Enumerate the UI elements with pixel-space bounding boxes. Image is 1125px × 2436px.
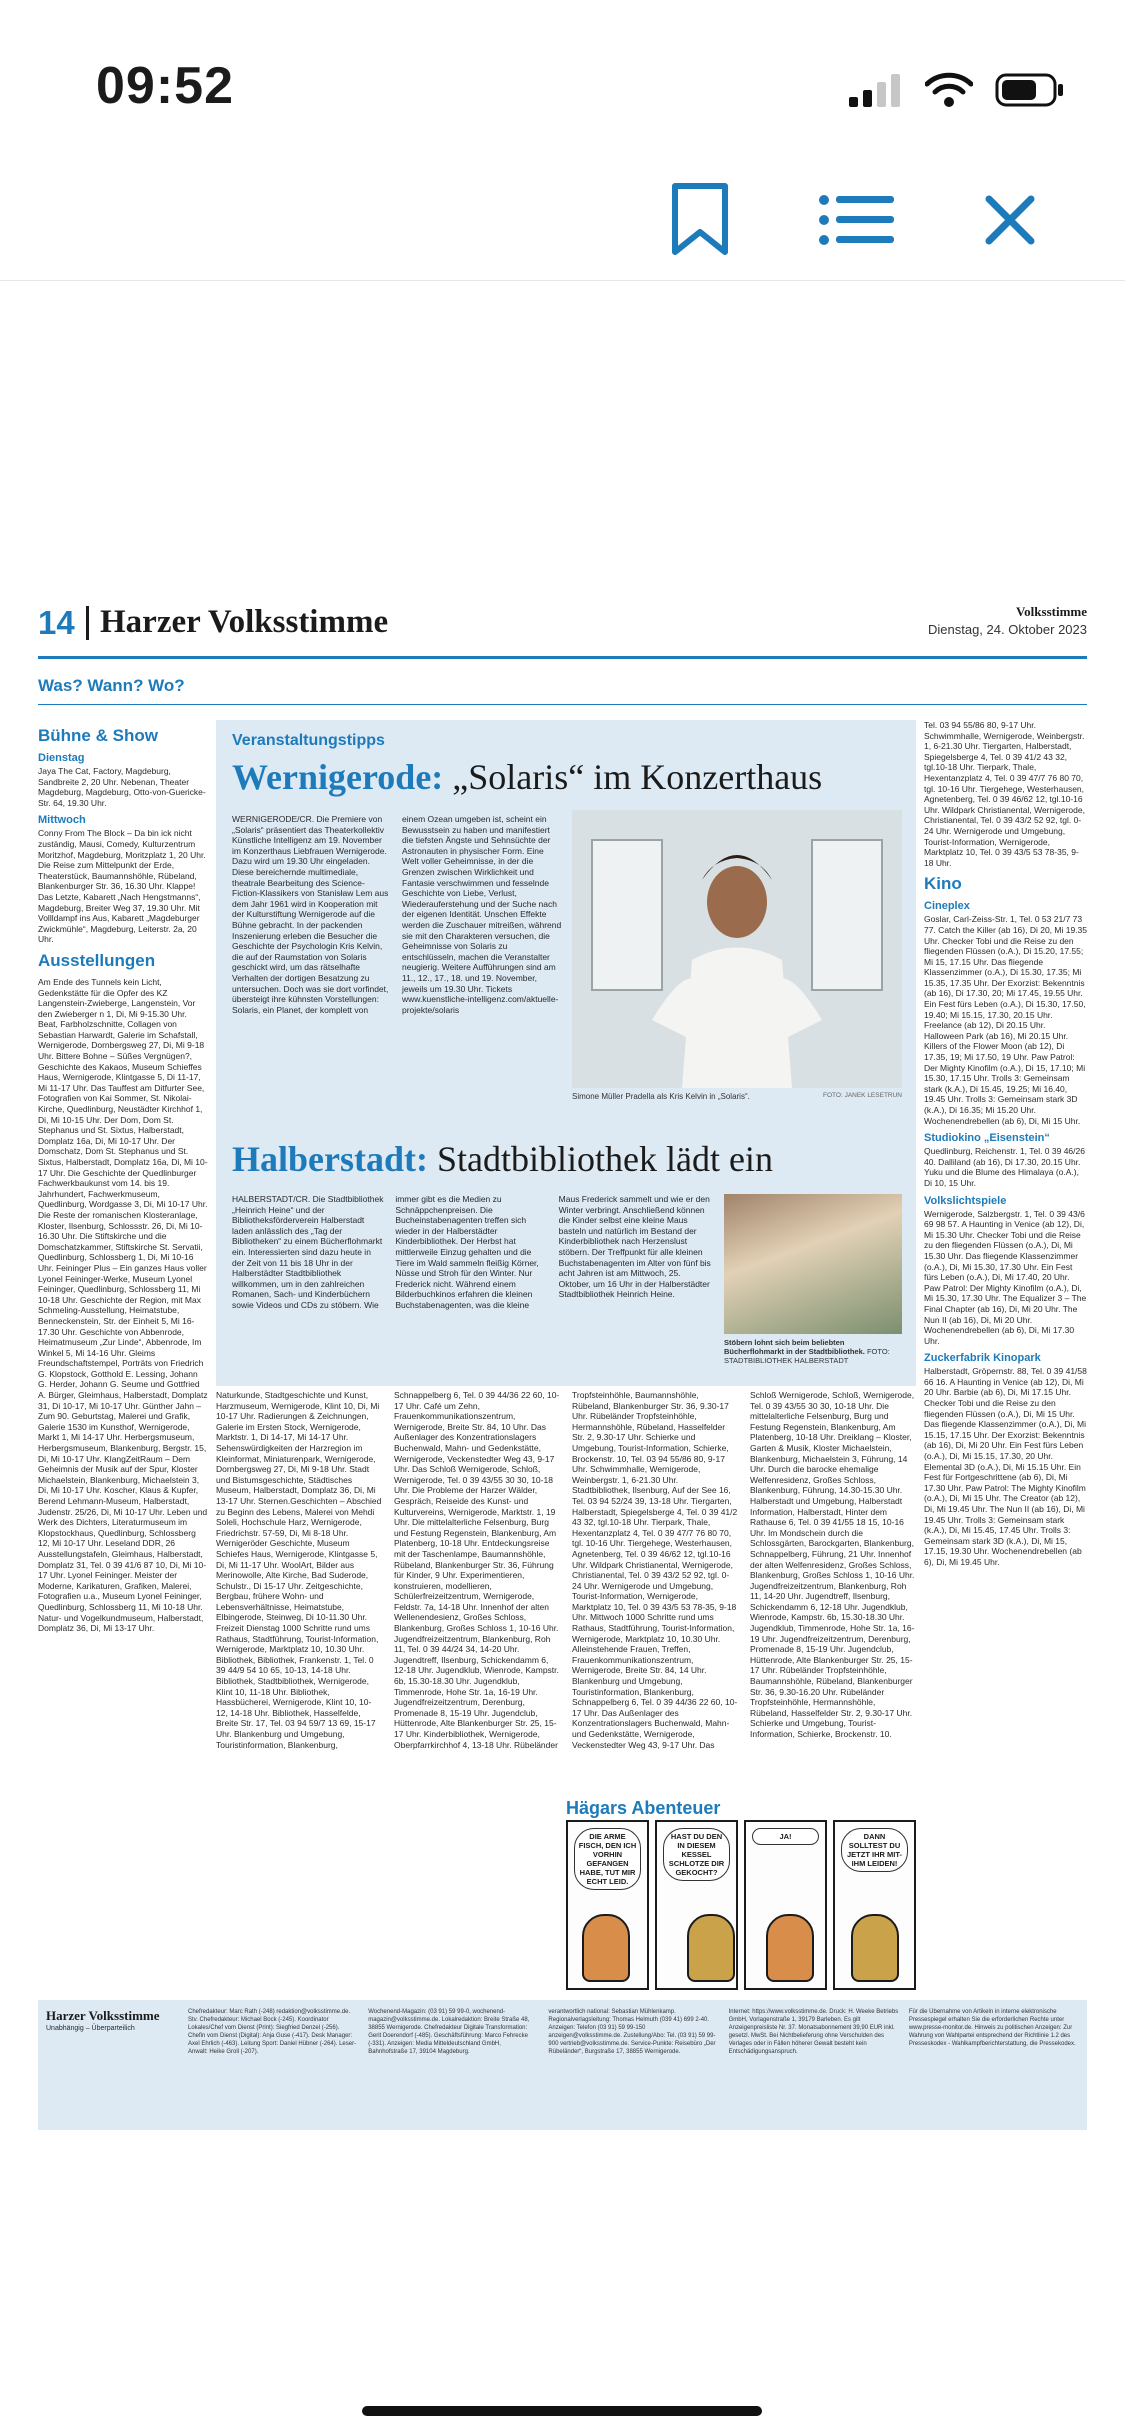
photo-bookmarket: [724, 1194, 902, 1334]
credit-bookmarket: FOTO: STADTBIBLIOTHEK HALBERSTADT: [724, 1347, 890, 1365]
signal-icon: [849, 73, 903, 112]
header-divider: [86, 606, 89, 640]
left-column: [38, 720, 208, 1707]
bookmark-icon: [669, 182, 731, 263]
status-bar: [0, 0, 1125, 160]
imprint-col-4: Internet: https://www.volksstimme.de. Druck: H. Weeke Betriebs GmbH, Vorlagenstraße 1, 39179 Barleben. Es gilt Anzeigenpreisliste Nr. 37. Monatsabonnement 39,90 EUR inkl. gesetzl. MwSt. Bei Nichtbelieferung ohne Verschulden des Verlages oder in Fällen höherer Gewalt besteht kein Entschädigungsanspruch.: [728, 2009, 899, 2055]
article-stadtbibliothek: HALBERSTADT/CR. Die Stadtbibliothek „Heinrich Heine“ und der Bibliotheksförderverein Halberstadt laden anlässlich des „Tag der Bibliotheken“ zu einem Bücherflohmarkt ein. Interessierten sind dazu heute in der Zeit von 11 bis 18 Uhr in der Halberstädter Stadtbibliothek willkommen, um in den zahlreichen Romanen, Sach- und Kinderbüchern sowie Videos und CDs zu stöbern. Wie immer gibt es die Medien zu Schnäppchenpreisen. Die Bucheinstabenagenten treffen sich wieder in der Halberstädter Kinderbibliothek. Der Herbst hat mittlerweile Einzug gehalten und die Tiere im Wald sammeln fleißig Körner, Nüsse und Stroh für den Winter. Nur Frederick nicht. Während einem Bilderbuchkinos erfahren die kleinen Buchstabenagenten, was die kleine Maus Frederick sammelt und wie er den Winter verbringt. Anschließend können die Kinder selbst eine kleine Maus basteln und natürlich im Bestand der Kinderbibliothek nach Herzenslust stöbern. Der Treffpunkt für alle kleinen Buchstabenagenten im Alter von fünf bis acht Jahren ist am Mittwoch, 25. Oktober, um 16 Uhr in der Halberstädter Stadtbibliothek Heinrich Heine.: [232, 1194, 711, 1310]
feature-box: [216, 720, 916, 1386]
comic-title: Hägars Abenteuer: [566, 1798, 721, 1818]
credit-solaris: FOTO: JANEK LESETRUN: [823, 1092, 902, 1099]
imprint-col-1: Chefredakteur: Marc Rath (-248) redaktion@volksstimme.de. Stv. Chefredakteur: Michael Bock (-245). Koordinator Lokales/Chef vom Dienst (Print): Siegfried Denzel (-256). Chefin vom Dienst (Digital): Anja Guse (-417). Desk Manager: Axel Ehrlich (-463). Leitung Sport: Daniel Hübner (-264). Leser-Anwalt: Heike Groll (-207).: [188, 2009, 357, 2055]
rubric-heading: Was? Wann? Wo?: [38, 676, 185, 695]
imprint-col-5: Für die Übernahme von Artikeln in interne elektronische Pressespiegel erhalten Sie die erforderlichen Rechte unter www.presse-monitor.de. Hinweis zu politischen Anzeigen: Zur Wahrung von Wahlpartei entsprechend der Richtlinie 1.2 des Presseskodex - Wahlkampfberichterstattung, die Pressekodex.: [908, 2009, 1076, 2047]
headline-solaris: [232, 756, 822, 798]
battery-icon: [995, 72, 1065, 113]
headline-stadtbibliothek: [232, 1138, 773, 1180]
page-number: 14: [38, 604, 75, 641]
wifi-icon: [925, 72, 973, 113]
photo-solaris: [572, 810, 902, 1088]
headline-stadtbibliothek-place: Halberstadt:: [232, 1139, 428, 1179]
caption-bookmarket-text: Stöbern lohnt sich beim beliebten Bücherflohmarkt in der Stadtbibliothek.: [724, 1338, 865, 1356]
headline-solaris-rest: „Solaris“ im Konzerthaus: [443, 757, 823, 797]
speech-bubble-3: JA!: [752, 1828, 819, 1845]
article-solaris: WERNIGERODE/CR. Die Premiere von „Solaris“ präsentiert das Theaterkollektiv Künstliche Intelligenz am 19. November im Konzerthaus Liebfrauen Wernigerode. Dazu wird um 19.30 Uhr eingeladen. Diese bereichernde multimediale, theatrale Bearbeitung des Science-Fiction-Klassikers von Stanisław Lem aus dem Jahr 1961 wird in Kooperation mit der Kulturstiftung Wernigerode auf die Bühne gebracht. In der packenden Inszenierung erleben die Besucher die Geschichte der Psychologin Kris Kelvin, die auf der Raumstation von Solaris geschickt wird, um das rätselhafte Verhalten der dortigen Besatzung zu untersuchen. Doch was sie dort vorfindet, übersteigt ihre kühnsten Vorstellungen: Solaris, ein Planet, der komplett von einem Ozean umgeben ist, scheint ein Bewusstsein zu haben und manifestiert die tiefsten Ängste und Sehnsüchte der Astronauten in physischer Form. Eine Welt voller Geheimnisse, in der die Grenzen zwischen Wirklichkeit und Fantasie verschwimmen und fesselnde Geschichte von Liebe, Verlust, Wiederauferstehung und der Suche nach der eigenen Identität. Unschen Effekte werden die Zuschauer mitreißen, während sie mit den Charakteren versuchen, die Geheimnisse von Solaris zu entschlüsseln, machen die Veranstalter neugierig. Weitere Aufführungen sind am 11., 12., 17., 18. und 19. November, jeweils um 19.30 Uhr. Tickets www.kuenstliche-intelligenz.com/aktuelle-projekte/solaris: [232, 814, 562, 1015]
list-button[interactable]: [816, 182, 896, 262]
bookmark-button[interactable]: [660, 182, 740, 262]
listing-ausstellungen: Am Ende des Tunnels kein Licht, Gedenkstätte für die Opfer des KZ Langenstein-Zwieberge, Langenstein, Vor den Zwieberger n 1, Di, Mi 9-15.30 Uhr. Beat, Farbholzschnitte, Collagen von Sebastian Harwardt, Galerie im Schafstall, Wernigerode, Dornbergsweg 27, Di, Mi 9-18 Uhr. Bittere Bohne – Süßes Vergnügen?, Geschichte des Kakaos, Museum Schieffes Haus, Wernigerode, Klintgasse 5, Di 11-17, Mi 11-17 Uhr. Das Tauffest am Ditfurter See, Fotografien von Kai Sommer, St. Nikolai-Kirche, Quedlinburg, Neustädter Kirchhof 1, Di, Mi 10-15 Uhr. Der Dom, Dom St. Stephanus und St. Sixtus, Halberstadt, Domplatz 16a, Di, Mi 10-17 Uhr. Der Domschatz, Dom St. Stephanus und St. Sixtus, Halberstadt, Domplatz 16a, Di, Mi 10-17 Uhr. Die Geschichte der Quedlinburger Fachwerkbaukunst vom 14. bis 19. Jahrhundert, Fachwerkmuseum, Quedlinburg, Wordgasse 3, Di, Mi 10-17 Uhr. Die Reste der romanischen Klosteranlage, Kloster, Ilsenburg, Schlossstr. 26, Di, Mi 10-16.30 Uhr. Die Stiftskirche und die Domschatzkammer, Stiftskirche St. Servatii, Quedlinburg, Schlossberg 1, Di, Mi 10-16 Uhr. Feininger Plus – Ein ganzes Haus voller Lyonel Feininger-Werke, Museum Lyonel Feininger, Quedlinburg, Schlossberg 11, Mi 10-18 Uhr. Geschichte der Region, mit Max Schmeling-Ausstellung, Heimatstube, Benneckenstein, Str. der Einheit 5, Mi 16-17.30 Uhr. Geschichte von Abbenrode, Heimatmuseum „Zur Linde“, Abbenrode, Im Winkel 5, Mi 14-16 Uhr. Gleims Freundschaftstempel, Porträts von Friedrich G. Klopstock, Gotthold E. Lessing, Johann G. Herder, Johann G. Seume und Gottfried A. Bürger, Gleimhaus, Halberstadt, Domplatz 31, Di 10-17, Mi 10-17 Uhr. Günther Jahn – Zum 90. Geburtstag, Malerei und Grafik, Galerie 1530 im Kunsthof, Wernigerode, Markt 1, Mi 14-17 Uhr. Herbergsmuseum, Herbergsmuseum, Blankenburg, Bergstr. 15, Di, Mi 10-17 Uhr. KlangZeitRaum – Dem Geheimnis der Musik auf der Spur, Kloster Michaelstein, Blankenburg, Michaelstein 3, Di, Mi 10-17 Uhr. Koscher, Klaus & Kupfer, Berend Lehmann-Museum, Halberstadt, Judenstr. 25/26, Di, Mi 10-17 Uhr. Leben und Werk des Dichters, Literaturmuseum im Klopstockhaus, Quedlinburg, Schlossberg 12, Mi 10-17 Uhr. Leseland DDR, 26 Ausstellungstafeln, Gleimhaus, Halberstadt, Domplatz 31, Tel. 0 39 41/6 87 10, Di, Mi 10-17 Uhr. Lyonel Feininger. Meister der Moderne, Karikaturen, Grafiken, Malerei, Fotografien u.a., Museum Lyonel Feininger, Quedlinburg, Schlossberg 11, Mi 10-18 Uhr. Natur- und Vogelkundmuseum, Halberstadt, Domplatz 36, Di, Mi 13-17 Uhr.: [38, 976, 208, 1634]
day-heading-dienstag: Dienstag: [38, 752, 85, 764]
caption-bookmarket: [724, 1338, 902, 1365]
listing-cineplex: Goslar, Carl-Zeiss-Str. 1, Tel. 0 53 21/7 73 77. Catch the Killer (ab 16), Di 20, Mi 19.35 Uhr. Checker Tobi und die Reise zu den fliegenden Flüssen (o.A.), Di 15.20, 17.55; Mi 15, 17.15 Uhr. Das fliegende Klassenzimmer (o.A.), Di 15.30, 17.35; Mi 15.35, 17.35 Uhr. Der Exorzist: Bekenntnis (ab 16), Di 17.30, 20; Mi 17.45, 19.55 Uhr. Ein Fest fürs Leben (o.A.), Di 15.30, 17.50, 19.40; Mi 15.15, 17.30, 20.15 Uhr. Freelance (ab 12), Di 20.15 Uhr. Halloween Park (ab 16), Mi 20.15 Uhr. Killers of the Flower Moon (ab 12), Di 17.35, 19; Mi 17.50, 19 Uhr. Paw Patrol: Der Mighty Kinofilm (o.A.), Di 15, 17.10; Mi 15.30, 17.15 Uhr. Trolls 3: Gemeinsam stark (k.A.), Di 15.45, 19.25; Mi 16.40, 19.45 Uhr. Trolls 3: Gemeinsam stark 3D (k.A.), Di 16.35; Mi 15.20 Uhr. Wochenendrebellen (ab 6), Di, Mi 15 Uhr.: [924, 914, 1087, 1126]
comic-character: [687, 1914, 735, 1982]
close-button[interactable]: [970, 182, 1050, 262]
comic-panel-1: [566, 1820, 649, 1990]
headline-solaris-place: Wernigerode:: [232, 757, 444, 797]
section-kino: Kino: [924, 874, 962, 894]
newspaper-page[interactable]: [30, 580, 1095, 2160]
imprint-brand: Harzer Volksstimme: [46, 2008, 160, 2023]
right-column: [924, 720, 1087, 1636]
day-heading-mittwoch: Mittwoch: [38, 814, 86, 827]
comic-character: [851, 1914, 899, 1982]
caption-solaris: [572, 1092, 902, 1101]
listing-right-intro: Tel. 03 94 55/86 80, 9-17 Uhr. Schwimmhalle, Wernigerode, Weinbergstr. 1, 6-21.30 Uhr. Tiergarten, Halberstadt, Spiegelsberge 4, Tel. 0 39 41/2 43 32, tgl.10-18 Uhr. Tierpark, Thale, Hexentanzplatz 4, Tel. 0 39 47/7 76 80 70, tgl. 10-16 Uhr. Tiergehege, Westerhausen, Agnetenberg, Tel. 0 39 46/62 12, tgl.10-16 Uhr. Wildpark Christianental, Wernigerode, Christianental, Tel. 0 39 43/2 52 92, tgl. 0-24 Uhr. Wernigerode und Umgebung, Tourist-Information, Wernigerode, Marktplatz 10, Tel. 0 39 43/5 53 78-35, 9-18 Uhr.: [924, 720, 1085, 868]
speech-bubble-2: HAST DU DEN IN DIESEM KESSEL SCHLOTZE DIR GEKOCHT?: [663, 1828, 730, 1881]
masthead-title: Harzer Volksstimme: [100, 604, 389, 640]
page-header: [38, 596, 1087, 659]
listing-dienstag: Jaya The Cat, Factory, Magdeburg, Sandbreite 2, 20 Uhr. Nebenan, Theater Magdeburg, Magdeburg, Otto-von-Guericke-Str. 64, 19.30 Uhr.: [38, 766, 206, 808]
imprint-col-2: Wochenend-Magazin: (03 91) 59 99-0, wochenend-magazin@volksstimme.de. Lokalredaktion: Breite Straße 48, 38855 Wernigerode. Chefredakteur Digitale Transformation: Gerit Doerendorf (-485). Geschäftsführung: Marco Fehrecke (-331). Anzeigen: Media Mitteldeutschland GmbH, Bahnhofstraße 17, 39104 Magdeburg.: [368, 2009, 530, 2055]
home-indicator[interactable]: [362, 2406, 762, 2416]
listing-volkslichtspiele: Wernigerode, Salzbergstr. 1, Tel. 0 39 43/6 69 98 57. A Haunting in Venice (ab 12), Di, Mi 15.30 Uhr. Checker Tobi und die Reise zu den fliegenden Flüssen (o.A.), Di, Mi 15.30 Uhr. Das fliegende Klassenzimmer (o.A.), Di, Mi 15.30, 17.30 Uhr. Ein Fest fürs Leben (o.A.), Di, Mi 17.40, 20 Uhr. Paw Patrol: Der Mighty Kinofilm (o.A.), Di, Mi 15.30, 17.30 Uhr. The Equalizer 3 – The Final Chapter (ab 16), Di, Mi 20 Uhr. The Nun II (ab 16), Di, Mi 20 Uhr. Wochenendrebellen (ab 6), Di, Mi 17.30 Uhr.: [924, 1208, 1087, 1346]
caption-solaris-text: Simone Müller Pradella als Kris Kelvin in „Solaris“.: [572, 1092, 750, 1101]
status-time: 09:52: [96, 57, 234, 115]
imprint-box: [38, 2000, 1087, 2130]
imprint-sub: Unabhängig – Überparteilich: [46, 2025, 135, 2032]
cinema-volkslichtspiele: Volkslichtspiele: [924, 1194, 1007, 1207]
list-icon: [816, 190, 896, 255]
comic-character: [582, 1914, 630, 1982]
listing-mittwoch: Conny From The Block – Da bin ick nicht zuständig, Mausi, Comedy, Kulturzentrum Moritzhof, Magdeburg, Moritzplatz 1, 20 Uhr. Die Reise zum Mittelpunkt der Erde, Theaterstück, Baumannshöhle, Rübeland, Blankenburger Str. 36, 16.30 Uhr. Klappe! Das Letzte, Kabarett „Nach Hengstmanns“, Magdeburg, Breiter Weg 37, 19.30 Uhr. Mit Vollldampf ins Aus, Kabarett „Magdeburger Zwickmühle“, Magdeburg, Leiterstr. 2a, 20 Uhr.: [38, 828, 206, 945]
imprint-columns: [188, 2008, 1079, 2122]
comic-panel-3: [744, 1820, 827, 1990]
close-icon: [984, 194, 1036, 251]
feature-kicker: Veranstaltungstipps: [232, 732, 385, 749]
status-icons: [849, 72, 1065, 113]
comic-panel-4: [833, 1820, 916, 1990]
cinema-cineplex: Cineplex: [924, 900, 970, 913]
section-ausstellungen: Ausstellungen: [38, 950, 156, 970]
listing-eisenstein: Quedlinburg, Reichenstr. 1, Tel. 0 39 46/26 40. Dalliland (ab 16), Di 17.30, 20.15 Uhr. Yuku und die Blume des Himalaya (o.A.), Di 10, 15 Uhr.: [924, 1146, 1085, 1188]
listing-zuckerfabrik: Halberstadt, Gröpernstr. 88, Tel. 0 39 41/58 66 16. A Haunting in Venice (ab 12), Di, Mi 20 Uhr. Barbie (ab 6), Di, Mi 17.15 Uhr. Checker Tobi und die Reise zu den fliegenden Flüssen (o.A.), Di, Mi 15 Uhr. Das fliegende Klassenzimmer (o.A.), Di, Mi 15.15, 17.15 Uhr. Der Exorzist: Bekenntnis (ab 16), Di, Mi 20 Uhr. Ein Fest fürs Leben (o.A.), Di, Mi 15.15, 17.30, 20 Uhr. Elemental 3D (o.A.), Di, Mi 15.15 Uhr. Ein Fest für Fortgeschrittene (ab 6), Di, Mi 17.30 Uhr. Paw Patrol: The Mighty Kinofilm (o.A.), Di, Mi 15 Uhr. The Creator (ab 12), Di, Mi 19.45 Uhr. The Nun II (ab 16), Di, Mi 19.45 Uhr. Trolls 3: Gemeinsam stark (k.A.), Di, Mi 15.45, 17.45 Uhr. Trolls 3: Gemeinsam stark 3D (k.A.), Di, Mi 15, 17.15, 19.30 Uhr. Wochenendrebellen (ab 6), Di, Mi 19.45 Uhr.: [924, 1366, 1087, 1567]
brand-small: Volksstimme: [1015, 604, 1087, 619]
issue-date: Dienstag, 24. Oktober 2023: [928, 622, 1087, 637]
speech-bubble-1: DIE ARME FISCH, DEN ICH VORHIN GEFANGEN HABE, TUT MIR ECHT LEID.: [574, 1828, 641, 1890]
section-buehne-show: Bühne & Show: [38, 726, 158, 745]
cinema-zuckerfabrik: Zuckerfabrik Kinopark: [924, 1352, 1041, 1365]
comic-character: [766, 1914, 814, 1982]
reader-toolbar: [0, 160, 1125, 281]
comic-panel-2: [655, 1820, 738, 1990]
comic-strip: [566, 1820, 916, 1990]
speech-bubble-4: DANN SOLLTEST DU JETZT IHR MIT-IHM LEIDEN!: [841, 1828, 908, 1872]
imprint-col-3: verantwortlich national: Sebastian Mühlenkamp. Regionalverlagsleitung: Thomas Helmuth (039 41) 699 2-40. Anzeigen: Telefon (03 91) 59 99-150 anzeigen@volksstimme.de. Zustellung/Abo: Tel. (03 91) 59 99-900 vertrieb@volksstimme.de. Service-Punkte: Reisebüro „Der Rübeländer“, Burgstraße 17, 38855 Wernigerode.: [548, 2009, 716, 2055]
cinema-eisenstein: Studiokino „Eisenstein“: [924, 1132, 1050, 1145]
headline-stadtbibliothek-rest: Stadtbibliothek lädt ein: [427, 1139, 773, 1179]
rubric-rule: [38, 704, 1087, 705]
listings-lower: Naturkunde, Stadtgeschichte und Kunst, Harzmuseum, Wernigerode, Klint 10, Di, Mi 10-17 Uhr. Radierungen & Zeichnungen, Galerie im Ersten Stock, Wernigerode, Marktstr. 1, Di 14-17, Mi 14-17 Uhr. Sehenswürdigkeiten der Harzregion im Kleinformat, Miniaturenpark, Wernigerode, Dornbergsweg 27, Di, Mi 9-18 Uhr. Stadt und Bistumsgeschichte, Städtisches Museum, Halberstadt, Domplatz 36, Di, Mi 13-17 Uhr. Sternen.Geschichten – Abschied zu Beginn des Lebens, Malerei von Mehdi Soleli, Hochschule Harz, Wernigerode, Friedrichstr. 57-59, Di, Mi 8-18 Uhr. Wernigeröder Geschichte, Museum Schiefes Haus, Wernigerode, Klintgasse 5, Di, Mi 11-17 Uhr. WoolArt, Bilder aus Merinowolle, Alte Kirche, Bad Suderode, Schulstr., Di 15-17 Uhr. Zeitgeschichte, Bergbau, frühere Wohn- und Lebensverhältnisse, Heimatstube, Elbingerode, Steinweg, Di 10-11.30 Uhr. Freizeit Dienstag 1000 Schritte rund ums Rathaus, Stadtführung, Tourist-Information, Wernigerode, Marktplatz 10, 10.30 Uhr. Bibliothek, Bibliothek, Frankenstr. 1, Tel. 0 39 44/9 54 10 65, 10-13, 14-18 Uhr. Bibliothek, Stadtbibliothek, Wernigerode, Klint 10, 11-18 Uhr. Bibliothek, Hassbücherei, Wernigerode, Klint 10, 10-12, 14-18 Uhr. Bibliothek, Hasselfelde, Breite Str. 17, Tel. 03 94 59/7 13 69, 15-17 Uhr. Blankenburg und Umgebung, Touristinformation, Blankenburg, Schnappelberg 6, Tel. 0 39 44/36 22 60, 10-17 Uhr. Café um Zehn, Frauenkommunikationszentrum, Wernigerode, Breite Str. 84, 10 Uhr. Das Außenlager des Konzentrationslagers Buchenwald, Mahn- und Gedenkstätte, Wernigerode, Veckenstedter Weg 43, 9-17 Uhr. Das Schloß Wernigerode, Schloß, Wernigerode, Tel. 0 39 43/55 30 30, 10-18 Uhr. Die Probleme der Harzer Wälder, Gespräch, Reiseide des Kunst- und Kulturvereins, Wernigerode, Marktstr. 1, 19 Uhr. Die mittelalterliche Felsenburg, Burg und Festung Regenstein, Blankenburg, Am Platenberg, 10-18 Uhr. Entdeckungsreise mit der Taschenlampe, Baumannshöhle, Rübeland, Blankenburger Str. 36, Führung für Kinder, 9 Uhr. Experimentieren, konstruieren, modellieren, Schülerfreizeitzentrum, Wernigerode, Feldstr. 7a, 14-18 Uhr. Innenhof der alten Wellenendesienz, Großes Schloss, Blankenburg, Großes Schloss 1, 10-16 Uhr. Jugendfreizeitzentrum, Blankenburg, Roh 11, Tel. 0 39 44/24 34, 14-20 Uhr. Jugendtreff, Ilsenburg, Schickendamm 6, 12-18 Uhr. Jugendklub, Wienrode, Kampstr. 6b, 15.30-18.30 Uhr. Jugendklub, Timmenrode, Hohe Str. 1a, 16-19 Uhr. Jugendfreizeitzentrum, Derenburg, Promenade 8, 15-19 Uhr. Jugendclub, Hüttenrode, Alte Blankenburger Str. 25, 15-17 Uhr. Kinderbibliothek, Wernigerode, Oberpfarrkirchhof 4, 13-18 Uhr. Rübeländer Tropfsteinhöhle, Baumannshöhle, Rübeland, Blankenburger Str. 36, 9.30-17 Uhr. Rübeländer Tropfsteinhöhle, Hermannshöhle, Rübeland, Hasselfelder Str. 2, 9.30-17 Uhr. Schierke und Umgebung, Tourist-Information, Schierke, Brockenstr. 10, Tel. 03 94 55/86 80, 9-17 Uhr. Schwimmhalle, Wernigerode, Weinbergstr. 1, 6-21.30 Uhr. Stadtbibliothek, Ilsenburg, Auf der See 16, Tel. 03 94 52/24 39, 13-18 Uhr. Tiergarten, Halberstadt, Spiegelsberge 4, Tel. 0 39 41/2 43 32, tgl.10-18 Uhr. Tierpark, Thale, Hexentanzplatz 4, Tel. 0 39 47/7 76 80 70, tgl. 10-16 Uhr. Tiergehege, Westerhausen, Agnetenberg, Tel. 0 39 46/62 12, tgl.10-16 Uhr. Wildpark Christianental, Wernigerode, Christianental, Tel. 0 39 43/2 52 92, tgl. 0-24 Uhr. Wernigerode und Umgebung, Tourist-Information, Wernigerode, Marktplatz 10, Tel. 0 39 43/5 53 78-35, 9-18 Uhr. Mittwoch 1000 Schritte rund ums Rathaus, Stadtführung, Tourist-Information, Wernigerode, Marktplatz 10, 10.30 Uhr. Alleinstehende Frauen, Treffen, Frauenkommunikationszentrum, Wernigerode, Breite Str. 84, 14 Uhr. Blankenburg und Umgebung, Touristinformation, Blankenburg, Schnappelberg 6, Tel. 0 39 44/36 22 60, 10-17 Uhr. Das Außenlager des Konzentrationslagers Buchenwald, Mahn- und Gedenkstätte, Wernigerode, Veckenstedter Weg 43, 9-17 Uhr. Das Schloß Wernigerode, Schloß, Wernigerode, Tel. 0 39 43/55 30 30, 10-18 Uhr. Die mittelalterliche Felsenburg, Burg und Festung Regenstein, Blankenburg, Am Platenberg, 10-18 Uhr. Dreiklang – Kloster, Garten & Musik, Kloster Michaelstein, Blankenburg, Michaelstein 3, Führung, 14 Uhr. Durch die barocke ehemalige Welfenresidenz, Großes Schloss, Blankenburg, Führung, 14.30-15.30 Uhr. Halberstadt und Umgebung, Halberstadt Information, Halberstadt, Hinter dem Rathause 6, Tel. 0 39 41/55 18 15, 10-16 Uhr. Im Mondschein durch die Schlossgärten, Barockgarten, Blankenburg, Schnappelberg, Führung, 21 Uhr. Innenhof der alten Welfenresidenz, Großes Schloss, Blankenburg, Großes Schloss 1, 10-16 Uhr. Jugendfreizeitzentrum, Blankenburg, Roh 11, 14-20 Uhr. Jugendtreff, Ilsenburg, Schickendamm 6, 12-18 Uhr. Jugendklub, Wienrode, Kampstr. 6b, 15.30-18.30 Uhr. Jugendklub, Timmenrode, Hohe Str. 1a, 16-19 Uhr. Jugendfreizeitzentrum, Derenburg, Promenade 8, 15-19 Uhr. Jugendclub, Hüttenrode, Alte Blankenburger Str. 25, 15-17 Uhr. Rübeländer Tropfsteinhöhle, Baumannshöhle, Rübeland, Blankenburger Str. 36, 9.30-16.20 Uhr. Rübeländer Tropfsteinhöhle, Hermannshöhle, Rübeland, Hasselfelder Str. 2, 9.30-17 Uhr. Schierke und Umgebung, Tourist-Information, Schierke, Brockenstr. 10.: [216, 1390, 915, 1750]
